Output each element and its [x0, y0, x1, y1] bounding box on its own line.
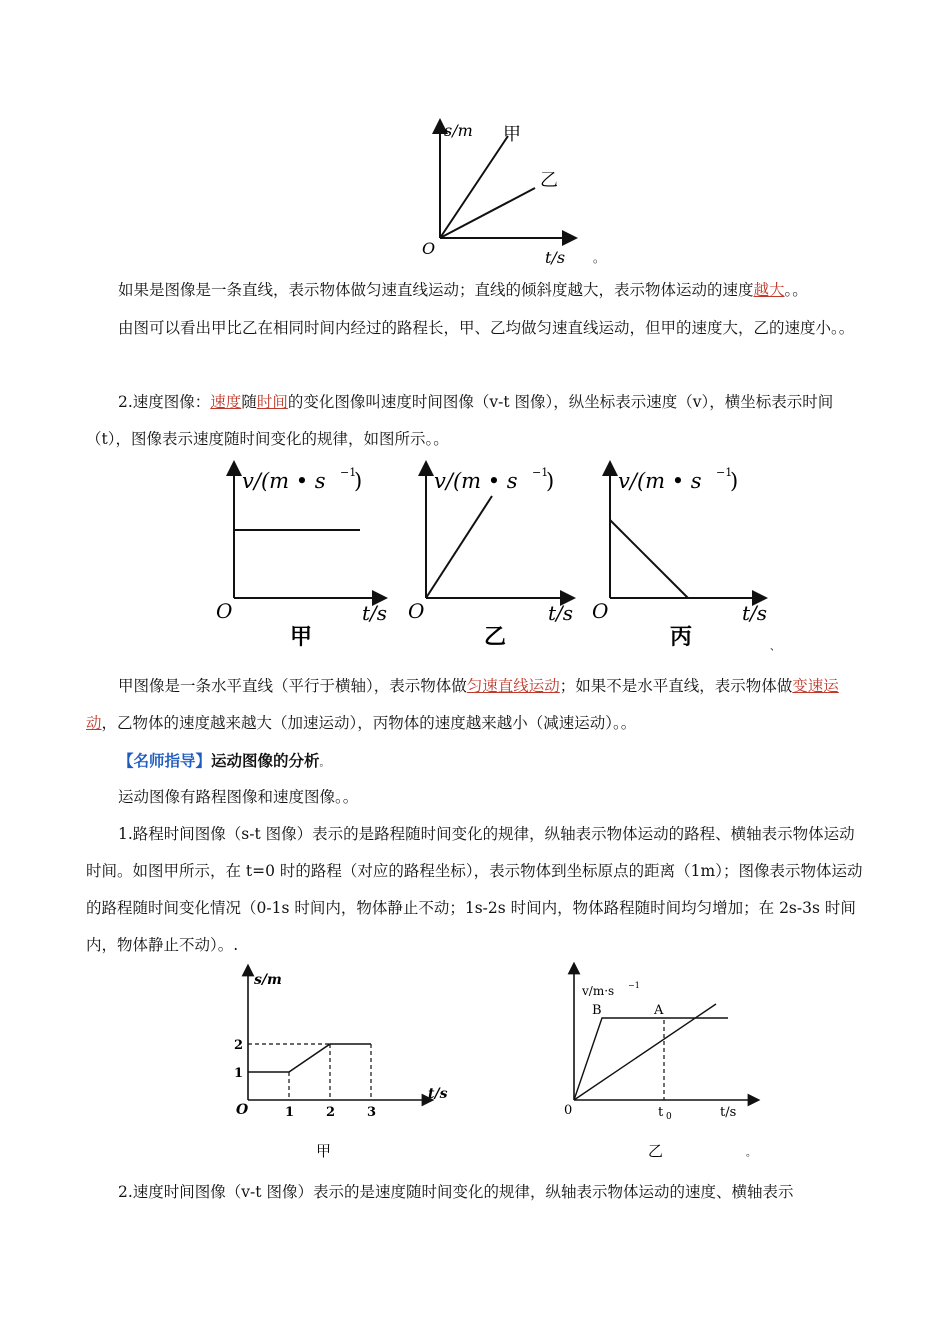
- svg-text:): ): [730, 469, 739, 493]
- end-mark: 。: [593, 251, 606, 265]
- graph-yi: [408, 466, 573, 650]
- point-b-label: B: [592, 1003, 602, 1018]
- svg-text:v/(m • s: v/(m • s: [242, 469, 326, 493]
- figure-s-t-lines: [400, 118, 610, 268]
- svg-text:O: O: [408, 599, 425, 623]
- svg-text:O: O: [592, 599, 609, 623]
- svg-text:v/(m • s: v/(m • s: [618, 469, 702, 493]
- paragraph-4: 甲图像是一条水平直线（平行于横轴），表示物体做匀速直线运动；如果不是水平直线，表示物体做变速运动，乙物体的速度越来越大（加速运动），丙物体的速度越来越小（减速运动）。。: [86, 677, 839, 732]
- svg-text:s/m: s/m: [254, 972, 282, 988]
- highlight-speed: 速度: [210, 393, 242, 411]
- svg-text:O: O: [236, 1102, 249, 1118]
- figure-s-t-data: [228, 962, 458, 1162]
- highlight-time: 时间: [256, 393, 288, 411]
- caption-right: 乙: [648, 1142, 664, 1160]
- line-yi-label: 乙: [540, 170, 558, 191]
- paragraph-8: 2.速度时间图像（v-t 图像）表示的是速度随时间变化的规律，纵轴表示物体运动的速度、横轴表示: [118, 1183, 794, 1201]
- caption-left: 甲: [316, 1142, 332, 1160]
- falling-line: [610, 520, 688, 598]
- svg-text:0: 0: [564, 1103, 573, 1118]
- y-tick-label-1: 1: [234, 1066, 244, 1081]
- paragraph-3: 2.速度图像：速度随时间的变化图像叫速度时间图像（v-t 图像），纵坐标表示速度（v），横坐标表示时间（t），图像表示速度随时间变化的规律，如图所示。。: [86, 393, 834, 448]
- svg-text:v/(m • s: v/(m • s: [434, 469, 518, 493]
- graph-bing: [592, 466, 780, 653]
- highlight-variable-motion: 变速运动: [86, 677, 839, 732]
- svg-text:t/s: t/s: [428, 1086, 448, 1102]
- section-title: 运动图像的分析: [211, 751, 320, 770]
- svg-text:、: 、: [770, 642, 780, 653]
- svg-text:t/s: t/s: [548, 601, 574, 625]
- figure-v-t-three: [212, 460, 792, 660]
- svg-text:O: O: [216, 599, 233, 623]
- svg-text:): ): [546, 469, 555, 493]
- svg-text:v/m·s: v/m·s: [582, 984, 615, 998]
- svg-text:): ): [354, 469, 363, 493]
- y-tick-label-2: 2: [234, 1038, 244, 1053]
- paragraph-1: 如果是图像是一条直线，表示物体做匀速直线运动；直线的倾斜度越大，表示物体运动的速度越大。。: [118, 281, 808, 299]
- line-yi: [440, 188, 535, 238]
- line-jia: [440, 136, 508, 238]
- x-tick-label-2: 2: [326, 1105, 336, 1120]
- s-t-series-line: [248, 1044, 371, 1072]
- svg-text:−1: −1: [532, 466, 549, 479]
- caption-yi: 乙: [484, 624, 507, 650]
- line-b: [574, 1018, 728, 1100]
- s-t-chart-plot: [234, 1038, 376, 1120]
- origin-label: O: [422, 239, 436, 258]
- caption-bing: 丙: [670, 624, 693, 650]
- svg-text:−1: −1: [340, 466, 357, 479]
- svg-text:0: 0: [666, 1112, 672, 1122]
- paragraph-7: 1.路程时间图像（s-t 图像）表示的是路程随时间变化的规律，纵轴表示物体运动的路程、横轴表示物体运动时间。如图甲所示，在 t=0 时的路程（对应的路程坐标），表示物体到坐标原点的距离（1m）；图像表示物体运动的路程随时间变化情况（0-1s 时间内，物体静止不动；1s-2s 时间内，物体路程随时间均匀增加；在 2s-3s 时间内，物体静止不动）。.: [86, 825, 863, 954]
- highlight-uniform-motion: 匀速直线运动: [466, 677, 560, 695]
- svg-text:−1: −1: [716, 466, 733, 479]
- figure-v-t-compare: [558, 962, 768, 1162]
- svg-text:。: 。: [746, 1148, 756, 1159]
- svg-text:t/s: t/s: [742, 601, 768, 625]
- section-heading: 【名师指导】运动图像的分析。: [118, 751, 330, 770]
- highlight-yue-da: 越大: [753, 281, 785, 299]
- caption-jia: 甲: [290, 624, 313, 650]
- x-axis-label: t/s: [545, 248, 566, 267]
- paragraph-6: 运动图像有路程图像和速度图像。。: [118, 788, 359, 806]
- point-a-label: A: [654, 1003, 664, 1018]
- svg-text:−1: −1: [628, 981, 640, 990]
- rising-line: [426, 496, 492, 598]
- graph-jia: [216, 466, 387, 650]
- svg-text:t/s: t/s: [362, 601, 388, 625]
- x-tick-label-3: 3: [367, 1105, 377, 1120]
- svg-text:t/s: t/s: [720, 1105, 737, 1120]
- paragraph-2: 由图可以看出甲比乙在相同时间内经过的路程长，甲、乙均做匀速直线运动，但甲的速度大，乙的速度小。。: [118, 319, 855, 337]
- x-tick-label-1: 1: [285, 1105, 295, 1120]
- y-axis-label: s/m: [444, 121, 473, 140]
- svg-text:t: t: [658, 1105, 664, 1120]
- teacher-tag: 【名师指导】: [118, 751, 212, 770]
- line-jia-label: 甲: [503, 124, 521, 145]
